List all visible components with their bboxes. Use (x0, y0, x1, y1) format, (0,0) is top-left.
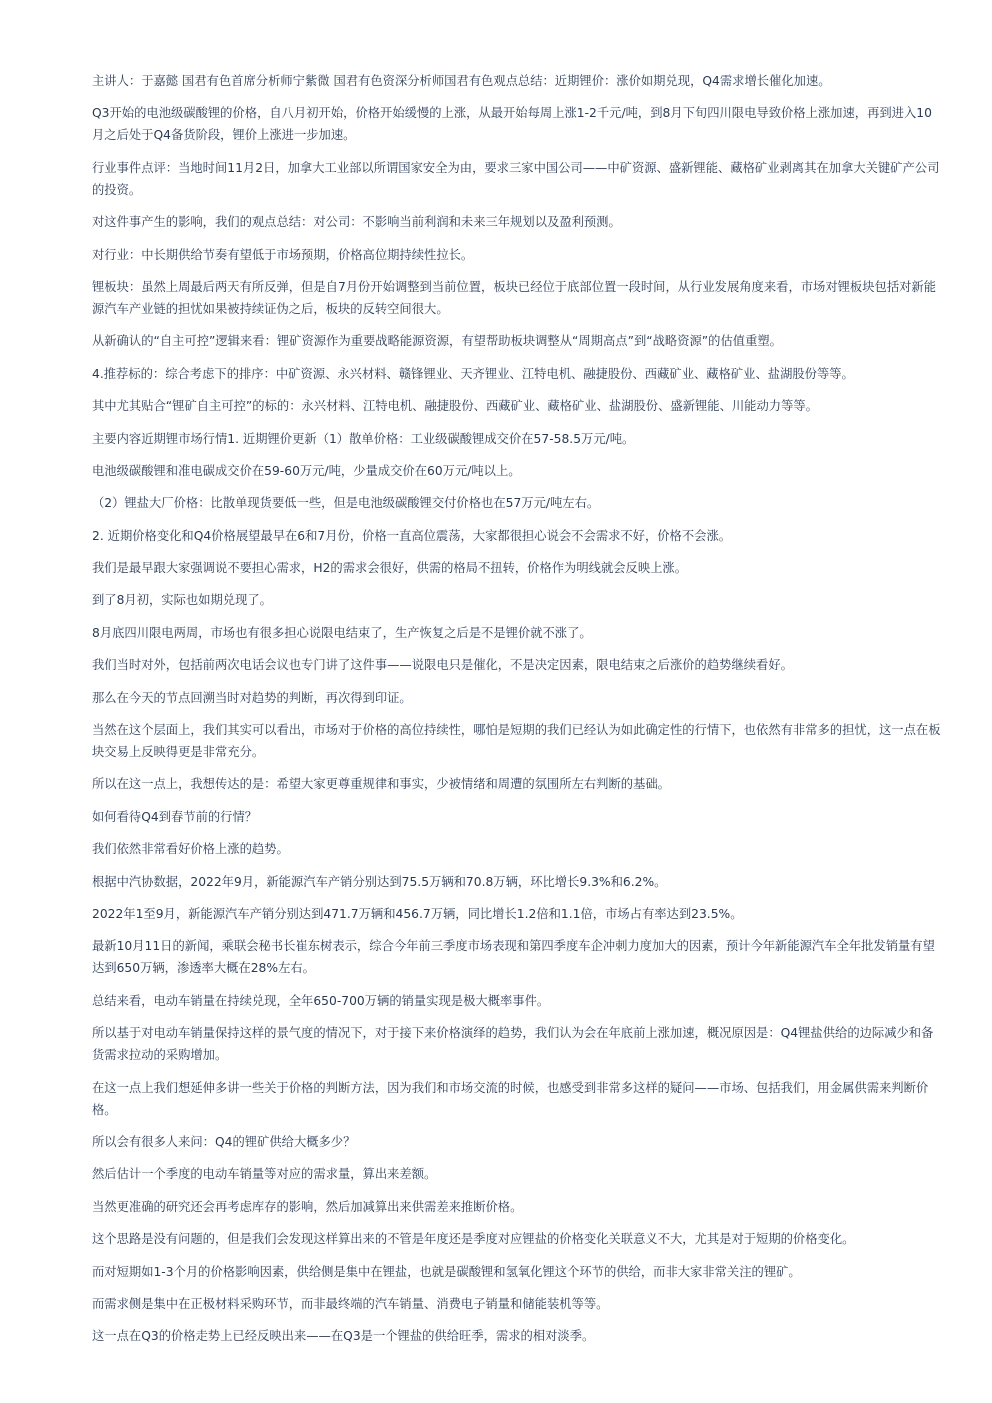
paragraph: 锂板块：虽然上周最后两天有所反弹，但是自7月份开始调整到当前位置，板块已经位于底部位置一段时间，从行业发展角度来看，市场对锂板块包括对新能源汽车产业链的担忧如果被持续证伪之后，板块的反转空间很大。 (92, 279, 937, 316)
paragraph: 如何看待Q4到春节前的行情？ (92, 809, 258, 824)
paragraph: 4.推荐标的：综合考虑下的排序：中矿资源、永兴材料、赣锋锂业、天齐锂业、江特电机、融捷股份、西藏矿业、藏格矿业、盐湖股份等等。 (92, 366, 854, 381)
paragraph: 所以会有很多人来问：Q4的锂矿供给大概多少？ (92, 1134, 356, 1149)
paragraph: 当然更准确的研究还会再考虑库存的影响，然后加减算出来供需差来推断价格。 (92, 1199, 523, 1214)
paragraph: Q3开始的电池级碳酸锂的价格，自八月初开始，价格开始缓慢的上涨，从最开始每周上涨1-2千元/吨，到8月下旬四川限电导致价格上涨加速，再到进入10月之后处于Q4备货阶段，锂价上涨进一步加速。 (92, 106, 932, 143)
paragraph: 而需求侧是集中在正极材料采购环节，而非最终端的汽车销量、消费电子销量和储能装机等等。 (92, 1296, 609, 1311)
paragraph: 2022年1至9月，新能源汽车产销分别达到471.7万辆和456.7万辆，同比增长1.2倍和1.1倍，市场占有率达到23.5%。 (92, 906, 743, 921)
paragraph: 行业事件点评：当地时间11月2日，加拿大工业部以所谓国家安全为由，要求三家中国公司——中矿资源、盛新锂能、藏格矿业剥离其在加拿大关键矿产公司的投资。 (92, 160, 940, 197)
paragraph: 所以在这一点上，我想传达的是：希望大家更尊重规律和事实，少被情绪和周遭的氛围所左右判断的基础。 (92, 777, 670, 792)
paragraph: 从新确认的“自主可控”逻辑来看：锂矿资源作为重要战略能源资源，有望帮助板块调整从“周期高点”到“战略资源”的估值重塑。 (92, 334, 782, 349)
paragraph: 根据中汽协数据，2022年9月，新能源汽车产销分别达到75.5万辆和70.8万辆，环比增长9.3%和6.2%。 (92, 874, 667, 889)
paragraph: 我们当时对外，包括前两次电话会议也专门讲了这件事——说限电只是催化，不是决定因素，限电结束之后涨价的趋势继续看好。 (92, 658, 793, 673)
paragraph: 其中尤其贴合“锂矿自主可控”的标的：永兴材料、江特电机、融捷股份、西藏矿业、藏格矿业、盐湖股份、盛新锂能、川能动力等等。 (92, 399, 818, 414)
paragraph: 对行业：中长期供给节奏有望低于市场预期，价格高位期持续性拉长。 (92, 247, 474, 262)
paragraph: 电池级碳酸锂和准电碳成交价在59-60万元/吨，少量成交价在60万元/吨以上。 (92, 463, 521, 478)
paragraph: 而对短期如1-3个月的价格影响因素，供给侧是集中在锂盐，也就是碳酸锂和氢氧化锂这个环节的供给，而非大家非常关注的锂矿。 (92, 1264, 801, 1279)
paragraph: 我们是最早跟大家强调说不要担心需求，H2的需求会很好，供需的格局不扭转，价格作为明线就会反映上涨。 (92, 561, 688, 576)
paragraph: 这个思路是没有问题的，但是我们会发现这样算出来的不管是年度还是季度对应锂盐的价格变化关联意义不大，尤其是对于短期的价格变化。 (92, 1232, 855, 1247)
paragraph: 对这件事产生的影响，我们的观点总结：对公司：不影响当前利润和未来三年规划以及盈利预测。 (92, 215, 621, 230)
paragraph: 这一点在Q3的价格走势上已经反映出来——在Q3是一个锂盐的供给旺季，需求的相对淡季。 (92, 1329, 595, 1344)
paragraph: 在这一点上我们想延伸多讲一些关于价格的判断方法，因为我们和市场交流的时候，也感受到非常多这样的疑问——市场、包括我们，用金属供需来判断价格。 (92, 1080, 929, 1117)
paragraph: 我们依然非常看好价格上涨的趋势。 (92, 842, 289, 857)
document-body (92, 70, 944, 1358)
paragraph: 到了8月初，实际也如期兑现了。 (92, 593, 272, 608)
paragraph: 主要内容近期锂市场行情1. 近期锂价更新（1）散单价格：工业级碳酸锂成交价在57-58.5万元/吨。 (92, 431, 635, 446)
paragraph: （2）锂盐大厂价格：比散单现货要低一些，但是电池级碳酸锂交付价格也在57万元/吨左右。 (92, 496, 600, 511)
paragraph: 总结来看，电动车销量在持续兑现，全年650-700万辆的销量实现是极大概率事件。 (92, 993, 550, 1008)
paragraph: 然后估计一个季度的电动车销量等对应的需求量，算出来差额。 (92, 1167, 437, 1182)
paragraph-speakers: 主讲人：于嘉懿 国君有色首席分析师宁紫微 国君有色资深分析师国君有色观点总结：近期锂价：涨价如期兑现，Q4需求增长催化加速。 (92, 74, 831, 88)
paragraph: 所以基于对电动车销量保持这样的景气度的情况下，对于接下来价格演绎的趋势，我们认为会在年底前上涨加速，概况原因是：Q4锂盐供给的边际减少和备货需求拉动的采购增加。 (92, 1026, 934, 1063)
paragraph: 2. 近期价格变化和Q4价格展望最早在6和7月份，价格一直高位震荡，大家都很担心说会不会需求不好，价格不会涨。 (92, 528, 732, 543)
paragraph: 8月底四川限电两周，市场也有很多担心说限电结束了，生产恢复之后是不是锂价就不涨了。 (92, 625, 592, 640)
paragraph: 最新10月11日的新闻，乘联会秘书长崔东树表示，综合今年前三季度市场表现和第四季度车企冲刺力度加大的因素，预计今年新能源汽车全年批发销量有望达到650万辆，渗透率大概在28%左右。 (92, 939, 935, 976)
paragraph: 那么在今天的节点回溯当时对趋势的判断，再次得到印证。 (92, 690, 412, 705)
paragraph: 当然在这个层面上，我们其实可以看出，市场对于价格的高位持续性，哪怕是短期的我们已经认为如此确定性的行情下，也依然有非常多的担忧，这一点在板块交易上反映得更是非常充分。 (92, 723, 941, 760)
